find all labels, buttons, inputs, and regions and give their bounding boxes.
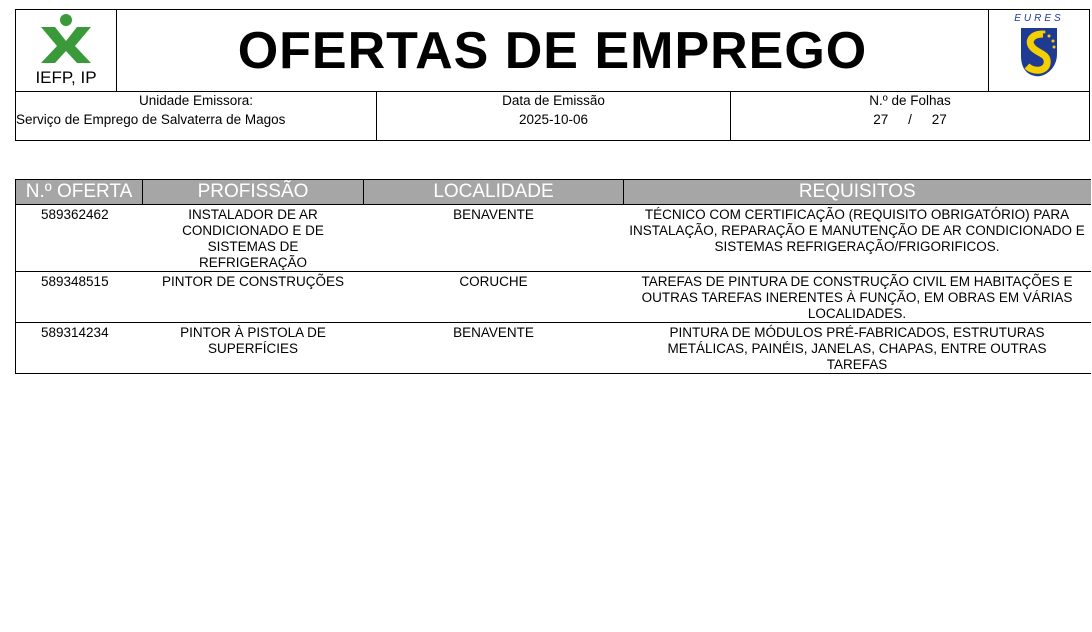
eures-logo-icon	[1013, 24, 1065, 80]
offer-requirements: TÉCNICO COM CERTIFICAÇÃO (REQUISITO OBRIGATÓRIO) PARA INSTALAÇÃO, REPARAÇÃO E MANUTENÇÃO DE AR CONDICIONADO E SISTEMAS REFRIGERAÇÃO/FRIGORIFICOS.	[624, 205, 1091, 272]
offer-profession: INSTALADOR DE AR CONDICIONADO E DE SISTEMAS DE REFRIGERAÇÃO	[143, 205, 364, 272]
offer-number: 589314234	[16, 323, 143, 374]
eures-logo-text: EURES	[1014, 12, 1064, 24]
offer-requirements: PINTURA DE MÓDULOS PRÉ-FABRICADOS, ESTRUTURAS METÁLICAS, PAINÉIS, JANELAS, CHAPAS, ENTRE OUTRAS TAREFAS	[624, 323, 1091, 374]
offer-profession: PINTOR DE CONSTRUÇÕES	[143, 272, 364, 323]
iefp-logo-icon	[31, 13, 101, 65]
issuing-unit-value: Serviço de Emprego de Salvaterra de Magos	[16, 112, 286, 127]
sheet-current: 27	[873, 112, 889, 127]
document-header	[15, 9, 1090, 92]
offer-location: BENAVENTE	[364, 205, 624, 272]
column-header-location: LOCALIDADE	[364, 180, 624, 205]
table-row	[16, 272, 1091, 323]
column-header-requirements: REQUISITOS	[624, 180, 1091, 205]
issue-date-label: Data de Emissão	[502, 93, 605, 108]
offer-number: 589348515	[16, 272, 143, 323]
column-header-offer-number: N.º OFERTA	[16, 180, 143, 205]
issuing-unit-label: Unidade Emissora:	[138, 93, 254, 108]
iefp-logo	[16, 10, 117, 92]
table-row	[16, 323, 1091, 374]
offer-requirements: TAREFAS DE PINTURA DE CONSTRUÇÃO CIVIL EM HABITAÇÕES E OUTRAS TAREFAS INERENTES À FUNÇÃO, EM OBRAS EM VÁRIAS LOCALIDADES.	[624, 272, 1091, 323]
sheet-count-label: N.º de Folhas	[869, 93, 951, 108]
issue-date	[377, 91, 731, 140]
table-header-row	[16, 180, 1091, 205]
sheet-total: 27	[931, 112, 947, 127]
table-row	[16, 205, 1091, 272]
offer-location: BENAVENTE	[364, 323, 624, 374]
issuing-unit	[16, 91, 377, 140]
offer-profession: PINTOR À PISTOLA DE SUPERFÍCIES	[143, 323, 364, 374]
eures-logo	[989, 10, 1090, 92]
sheet-count	[731, 91, 1089, 140]
column-header-profession: PROFISSÃO	[143, 180, 364, 205]
issue-info	[15, 91, 1090, 141]
sheet-separator: /	[908, 112, 912, 127]
offer-number: 589362462	[16, 205, 143, 272]
job-offers-table	[15, 179, 1091, 374]
iefp-logo-text: IEFP, IP	[35, 68, 97, 87]
page-title: OFERTAS DE EMPREGO	[237, 21, 868, 80]
issue-date-value: 2025-10-06	[518, 112, 589, 127]
offer-location: CORUCHE	[364, 272, 624, 323]
